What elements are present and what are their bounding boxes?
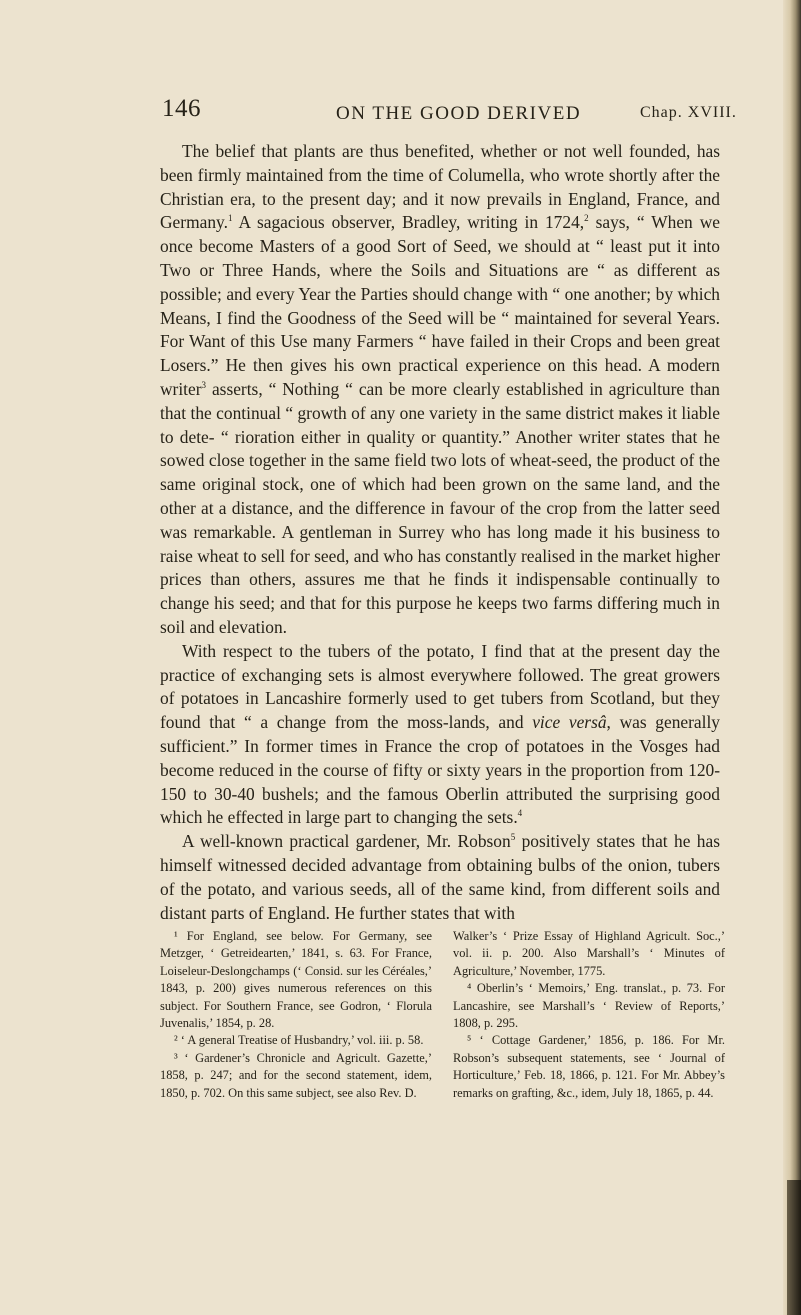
text-span: A well-known practical gardener, Mr. Robson	[182, 831, 511, 852]
footnote-continued: Walker’s ‘ Prize Essay of Highland Agricult. Soc.,’ vol. ii. p. 200. Also Marshall’s ‘ Minutes of Agriculture,’ November, 1775.	[453, 929, 725, 978]
text-span: asserts, “ Nothing “ can be more clearly established in agriculture than that the continual “ growth of any one variety in the same district makes it liable to dete- “ rioration either in quality or quantity.” Another writer states that he sowed close together in the same field two lots of wheat-seed, the product of the same original stock, one of which had been grown on the same land, and the other at a distance, and the difference in favour of the crop from the latter seed was remarkable. A gentleman in Surrey who has long made it his business to raise wheat to sell for seed, and who has constantly realised in the market higher prices than others, assures me that he finds it indispensable continually to change his seed; and that for this purpose he keeps two farms differing much in soil and elevation.	[160, 378, 720, 637]
paragraph-2	[160, 640, 720, 830]
page-header	[130, 95, 790, 131]
text-span: The belief that plants are thus benefited, whether or not well founded, has been firmly maintained from the time of Columella, who wrote shortly after the Christian era, to the present day; and it now prevails in England, France, and Germany.	[160, 141, 720, 233]
chapter-label: Chap. XVIII.	[640, 104, 737, 121]
footnote: ⁴ Oberlin’s ‘ Memoirs,’ Eng. translat., p. 73. For Lancashire, see Marshall’s ‘ Review of Reports,’ 1808, p. 295.	[453, 981, 725, 1031]
page-number: 146	[162, 95, 201, 122]
running-title: ON THE GOOD DERIVED	[336, 103, 582, 124]
footnote-ref: 4	[517, 808, 523, 819]
footnote-ref: 1	[227, 213, 233, 224]
text-span: With respect to the tubers of the potato, I find that at the present day the practice of exchanging sets is almost everywhere followed. The great growers of potatoes in Lancashire formerly used to get tubers from Scotland, but they found that “ a change from the moss-lands, and	[160, 640, 720, 733]
footnote-ref: 3	[201, 380, 207, 391]
page-edge-dark	[787, 1180, 801, 1315]
text-span: , was generally sufficient.” In former times in France the crop of potatoes in the Vosges had become reduced in the course of fifty or sixty years in the proportion from 120-150 to 30-40 bushels; and the famous Oberlin attributed the surprising good which he effected in large part to changing the sets.	[160, 712, 720, 828]
footnotes	[160, 928, 725, 1102]
footnotes-right-column	[453, 928, 725, 1102]
footnote-ref: 5	[510, 832, 516, 843]
page-edge-shadow	[783, 0, 801, 1315]
footnote: ¹ For England, see below. For Germany, see Metzger, ‘ Getreidearten,’ 1841, s. 63. For France, Loiseleur-Deslongchamps (‘ Consid. sur les Céréales,’ 1843, p. 200) gives numerous references on this subject. For Southern France, see Godron, ‘ Florula Juvenalis,’ 1854, p. 28.	[160, 929, 432, 1031]
footnote: ² ‘ A general Treatise of Husbandry,’ vol. iii. p. 58.	[174, 1033, 424, 1048]
italic-phrase: vice versâ	[532, 712, 607, 733]
footnote-ref: 2	[584, 213, 589, 224]
footnote: ⁵ ‘ Cottage Gardener,’ 1856, p. 186. For Mr. Robson’s subsequent statements, see ‘ Journal of Horticulture,’ Feb. 18, 1866, p. 121. For Mr. Abbey’s remarks on grafting, &c., idem, July 18, 1865, p. 44.	[453, 1033, 725, 1100]
text-span: positively states that he has himself witnessed decided advantage from obtaining bulbs of the onion, tubers of the potato, and various seeds, all of the same kind, from different soils and distant parts of England. He further states that with	[160, 831, 720, 923]
text-span: A sagacious observer, Bradley, writing in 1724,	[232, 212, 585, 233]
paragraph-1	[160, 140, 720, 640]
text-span: says, “ When we once become Masters of a good Sort of Seed, we should at “ least put it into Two or Three Hands, where the Soils and Situations are “ as different as possible; and every Year the Parties should change with “ one another; by which Means, I find the Goodness of the Seed will be “ maintained for several Years. For Want of this Use many Farmers “ have failed in their Crops and been great Losers.” He then gives his own practical experience on this head. A modern writer	[160, 212, 720, 399]
footnotes-left-column	[160, 928, 432, 1102]
paragraph-3	[160, 830, 720, 925]
footnote: ³ ‘ Gardener’s Chronicle and Agricult. Gazette,’ 1858, p. 247; and for the second statement, idem, 1850, p. 702. On this same subject, see also Rev. D.	[160, 1050, 432, 1100]
main-text	[160, 140, 720, 925]
